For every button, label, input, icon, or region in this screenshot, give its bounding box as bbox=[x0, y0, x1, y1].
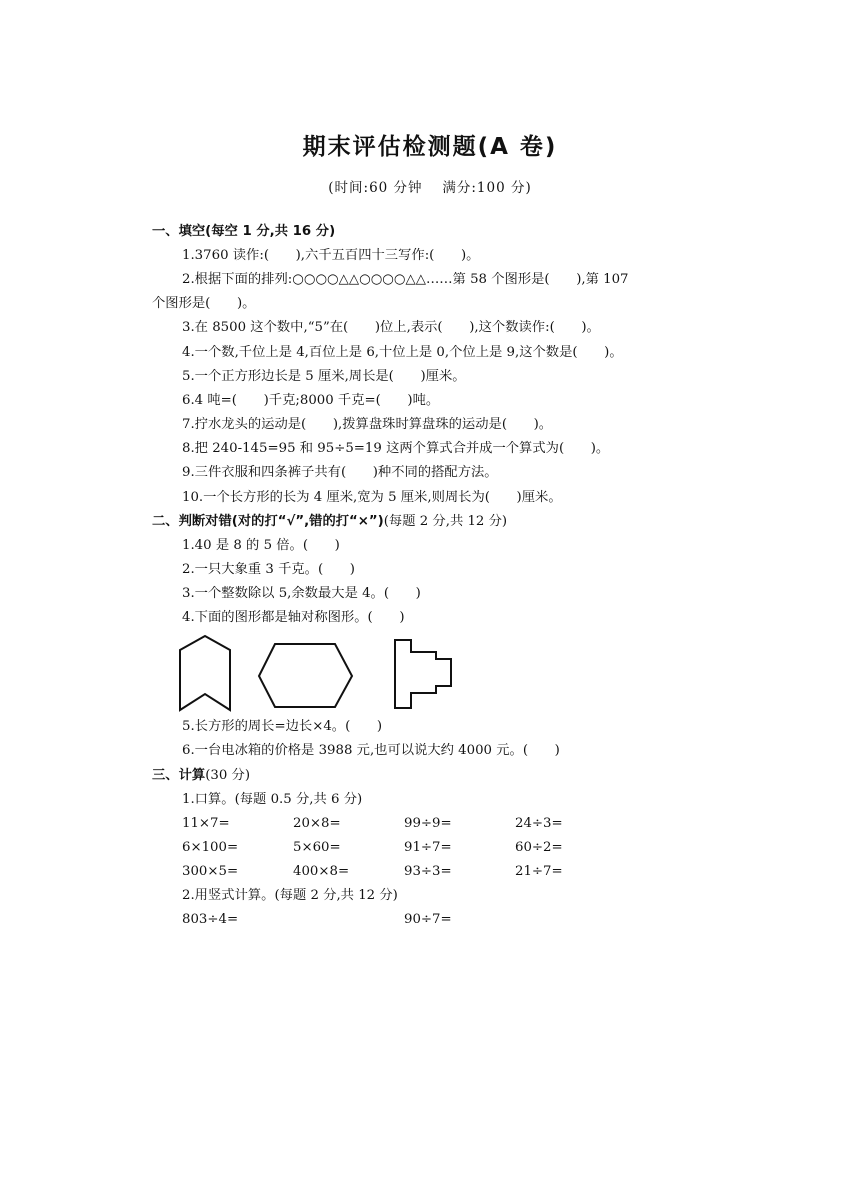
s1-question-1: 1.3760 读作:( ),六千五百四十三写作:( )。 bbox=[182, 248, 480, 263]
cross-shape-figure bbox=[395, 640, 451, 708]
oral-calc-item: 21÷7= bbox=[515, 864, 563, 879]
oral-calc-item: 93÷3= bbox=[404, 864, 452, 879]
s1-question-9: 9.三件衣服和四条裤子共有( )种不同的搭配方法。 bbox=[182, 465, 498, 480]
section3-heading-sub: (30 分) bbox=[205, 768, 251, 783]
page-title: 期末评估检测题(A 卷) bbox=[302, 134, 558, 160]
exam-info: (时间:60 分钟 满分:100 分) bbox=[328, 180, 532, 196]
oral-calc-item: 6×100= bbox=[182, 840, 239, 855]
section3-heading-main: 三、计算 bbox=[152, 768, 206, 783]
oral-calc-item: 11×7= bbox=[182, 816, 230, 831]
oral-calc-item: 20×8= bbox=[293, 816, 341, 831]
vertical-calc-item: 803÷4= bbox=[182, 912, 239, 927]
s2-question-5: 5.长方形的周长=边长×4。( ) bbox=[182, 719, 383, 734]
s1-question-4: 4.一个数,千位上是 4,百位上是 6,十位上是 0,个位上是 9,这个数是( )。 bbox=[182, 345, 623, 360]
s1-question-6: 6.4 吨=( )千克;8000 千克=( )吨。 bbox=[182, 393, 440, 408]
section2-heading-main: 二、判断对错(对的打“√”,错的打“×”) bbox=[152, 514, 384, 529]
vertical-calc-title: 2.用竖式计算。(每题 2 分,共 12 分) bbox=[182, 888, 398, 903]
chevron-shape-figure bbox=[180, 636, 230, 710]
symmetry-figures bbox=[176, 634, 486, 714]
s2-question-6: 6.一台电冰箱的价格是 3988 元,也可以说大约 4000 元。( ) bbox=[182, 743, 560, 758]
oral-calc-item: 5×60= bbox=[293, 840, 341, 855]
vertical-calc-item: 90÷7= bbox=[404, 912, 452, 927]
s1-question-8: 8.把 240-145=95 和 95÷5=19 这两个算式合并成一个算式为( )。 bbox=[182, 441, 610, 456]
s1-question-10: 10.一个长方形的长为 4 厘米,宽为 5 厘米,则周长为( )厘米。 bbox=[182, 490, 562, 505]
s2-question-3: 3.一个整数除以 5,余数最大是 4。( ) bbox=[182, 586, 421, 601]
s1-question-2-cont: 个图形是( )。 bbox=[152, 296, 256, 311]
oral-calc-item: 400×8= bbox=[293, 864, 350, 879]
oral-calc-item: 60÷2= bbox=[515, 840, 563, 855]
oral-calc-item: 91÷7= bbox=[404, 840, 452, 855]
oral-calc-item: 24÷3= bbox=[515, 816, 563, 831]
section2-heading bbox=[152, 513, 507, 531]
s1-question-2: 2.根据下面的排列:○○○○△△○○○○△△……第 58 个图形是( ),第 107 bbox=[182, 272, 629, 287]
hexagon-shape-figure bbox=[259, 644, 352, 707]
s2-question-1: 1.40 是 8 的 5 倍。( ) bbox=[182, 538, 340, 553]
s1-question-3: 3.在 8500 这个数中,“5”在( )位上,表示( ),这个数读作:( )。 bbox=[182, 320, 600, 335]
oral-calc-item: 99÷9= bbox=[404, 816, 452, 831]
section2-heading-sub: (每题 2 分,共 12 分) bbox=[383, 514, 508, 529]
section1-heading: 一、填空(每空 1 分,共 16 分) bbox=[152, 224, 336, 239]
s1-question-5: 5.一个正方形边长是 5 厘米,周长是( )厘米。 bbox=[182, 369, 466, 384]
s2-question-4: 4.下面的图形都是轴对称图形。( ) bbox=[182, 610, 405, 625]
s1-question-7: 7.拧水龙头的运动是( ),拨算盘珠时算盘珠的运动是( )。 bbox=[182, 417, 553, 432]
section3-heading bbox=[152, 767, 250, 785]
oral-calc-item: 300×5= bbox=[182, 864, 239, 879]
oral-calc-title: 1.口算。(每题 0.5 分,共 6 分) bbox=[182, 792, 363, 807]
s2-question-2: 2.一只大象重 3 千克。( ) bbox=[182, 562, 355, 577]
